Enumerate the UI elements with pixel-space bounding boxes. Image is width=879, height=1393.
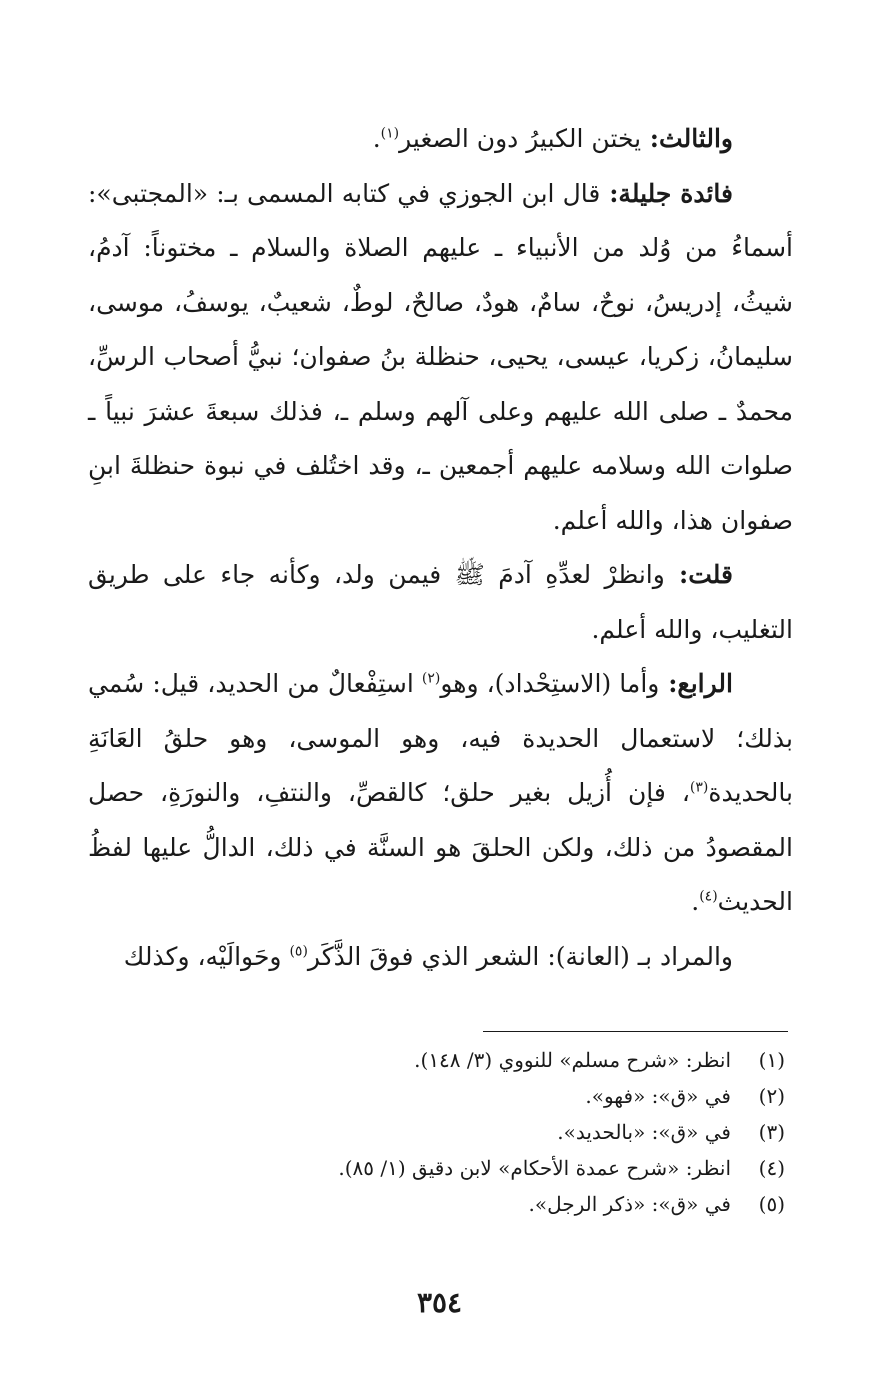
footnote-text: انظر: «شرح مسلم» للنووي (٣/ ١٤٨).: [414, 1048, 731, 1072]
footnote-item: [88, 1150, 793, 1186]
paragraph-fourth: [88, 657, 793, 930]
footnote-number: (٤): [758, 1156, 785, 1180]
footnotes: [88, 1042, 793, 1222]
paragraph-third: [88, 112, 793, 167]
footnote-marker: (٥): [289, 943, 308, 960]
footnote-item: [88, 1042, 793, 1078]
paragraph-lead: والثالث:: [641, 124, 733, 153]
footnote-marker: (١): [380, 125, 400, 142]
footnote-item: [88, 1114, 793, 1150]
page-number: ٣٥٤: [416, 1286, 463, 1319]
footnote-text: في «ق»: «بالحديد».: [557, 1120, 731, 1144]
paragraph-lead: فائدة جليلة:: [600, 178, 733, 208]
footnote-marker: (٢): [421, 670, 441, 687]
paragraph-benefit: [88, 167, 793, 549]
footnote-number: (٥): [758, 1192, 785, 1216]
paragraph-text: والمراد بـ (العانة): الشعر الذي فوقَ الذَّكَر: [307, 941, 733, 971]
paragraph-text: وأما (الاستِحْداد)، وهو: [440, 669, 660, 698]
footnote-number: (١): [758, 1048, 785, 1072]
footnote-item: [88, 1078, 793, 1114]
main-text: [88, 112, 793, 984]
paragraph-text: وحَوالَيْه، وكذلك: [123, 941, 290, 971]
paragraph-lead: الرابع:: [659, 669, 733, 698]
footnote-marker: (٤): [699, 888, 718, 905]
footnote-text: انظر: «شرح عمدة الأحكام» لابن دقيق (١/ ٨٥).: [338, 1156, 731, 1180]
footnote-marker: (٣): [689, 779, 709, 796]
paragraph-text: وانظرْ لعدِّهِ آدمَ ﷺ فيمن ولد، وكأنه جاء على طريق التغليب، والله أعلم.: [88, 560, 793, 644]
footnote-text: في «ق»: «فهو».: [585, 1084, 731, 1108]
paragraph-text: قال ابن الجوزي في كتابه المسمى بـ: «المجتبى»: أسماءُ من وُلد من الأنبياء ـ عليهم الصلاة والسلام ـ مختوناً: آدمُ، شيثُ، إدريسُ، نوحٌ، سامٌ، هودٌ، صالحٌ، لوطٌ، شعيبٌ، يوسفُ، موسى، سليمانُ، زكريا، عيسى، يحيى، حنظلة بنُ صفوان؛ نبيُّ أصحاب الرسِّ، محمدٌ ـ صلى الله عليهم وعلى آلهم وسلم ـ، فذلك سبعةَ عشرَ نبياً ـ صلوات الله وسلامه عليهم أجمعين ـ، وقد اختُلف في نبوة حنظلةَ ابنِ صفوان هذا، والله أعلم.: [88, 178, 793, 535]
footnote-number: (٢): [758, 1084, 785, 1108]
paragraph-note: [88, 548, 793, 657]
paragraph-tail: .: [372, 124, 381, 153]
paragraph-lead: قلت:: [664, 560, 734, 589]
paragraph-text: ، فإن أُزيل بغير حلق؛ كالقصِّ، والنتفِ، والنورَةِ، حصل المقصودُ من ذلك، ولكن الحلقَ هو السنَّة في ذلك، الدالُّ عليها لفظُ الحديث: [88, 778, 793, 916]
footnote-item: [88, 1186, 793, 1222]
paragraph-tail: .: [691, 887, 700, 916]
paragraph-text: استِفْعالٌ من الحديد، قيل: سُمي بذلك؛ لاستعمال الحديدة فيه، وهو الموسى، وهو حلقُ العَانَةِ بالحديدة: [88, 669, 793, 807]
footnote-text: في «ق»: «ذكر الرجل».: [528, 1192, 731, 1216]
paragraph-pubic-hair: [88, 930, 793, 985]
footnote-number: (٣): [758, 1120, 785, 1144]
paragraph-text: يختن الكبيرُ دون الصغير: [399, 124, 642, 153]
footnote-separator: [483, 1031, 788, 1032]
